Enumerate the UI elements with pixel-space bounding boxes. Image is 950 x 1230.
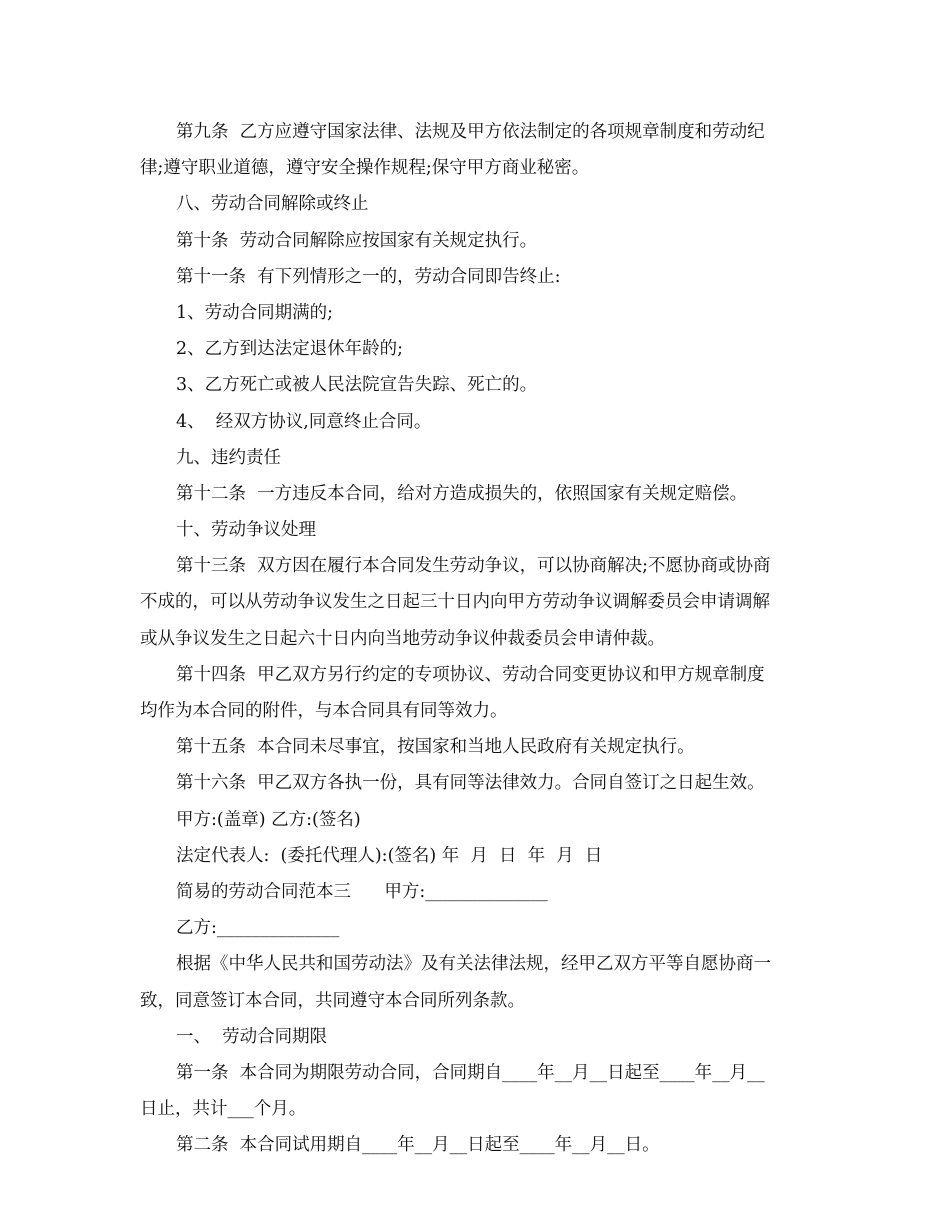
text-line: 甲方:(盖章) 乙方:(签名) <box>176 809 361 830</box>
text-line: 十、劳动争议处理 <box>176 520 316 541</box>
text-line: 1、劳动合同期满的; <box>176 302 334 323</box>
text-line: 致，同意签订本合同，共同遵守本合同所列条款。 <box>140 990 525 1011</box>
document-body <box>140 114 816 1163</box>
text-line: 第二条 本合同试用期自____年__月__日起至____年__月__日。 <box>176 1135 660 1156</box>
text-line: 九、违约责任 <box>176 447 281 468</box>
text-line: 一、 劳动合同期限 <box>176 1026 328 1047</box>
text-line: 法定代表人: (委托代理人):(签名) 年 月 日 年 月 日 <box>176 845 603 866</box>
text-line: 八、劳动合同解除或终止 <box>176 194 369 215</box>
text-line: 第十六条 甲乙双方各执一份，具有同等法律效力。合同自签订之日起生效。 <box>176 773 765 794</box>
text-line: 乙方:______________ <box>176 918 340 939</box>
text-line: 根据《中华人民共和国劳动法》及有关法律法规，经甲乙双方平等自愿协商一 <box>176 954 771 975</box>
text-line: 简易的劳动合同范本三 甲方:______________ <box>176 881 548 902</box>
text-line: 第十五条 本合同未尽事宜，按国家和当地人民政府有关规定执行。 <box>176 737 695 758</box>
text-line: 第十条 劳动合同解除应按国家有关规定执行。 <box>176 230 538 251</box>
text-line: 第十四条 甲乙双方另行约定的专项协议、劳动合同变更协议和甲方规章制度 <box>176 664 765 685</box>
text-line: 3、乙方死亡或被人民法院宣告失踪、死亡的。 <box>176 375 538 396</box>
text-line: 4、 经双方协议,同意终止合同。 <box>176 411 432 432</box>
text-line: 第一条 本合同为期限劳动合同，合同期自____年__月__日起至____年__月__ <box>176 1062 765 1083</box>
text-line: 2、乙方到达法定退休年龄的; <box>176 339 404 360</box>
text-line: 日止，共计___个月。 <box>140 1099 307 1120</box>
text-line: 第十二条 一方违反本合同，给对方造成损失的，依照国家有关规定赔偿。 <box>176 483 748 504</box>
text-line: 第十三条 双方因在履行本合同发生劳动争议，可以协商解决;不愿协商或协商 <box>176 556 771 577</box>
text-line: 不成的，可以从劳动争议发生之日起三十日内向甲方劳动争议调解委员会申请调解 <box>140 592 770 613</box>
text-line: 或从争议发生之日起六十日内向当地劳动争议仲裁委员会申请仲裁。 <box>140 628 665 649</box>
text-line: 第十一条 有下列情形之一的，劳动合同即告终止: <box>176 266 561 287</box>
text-line: 均作为本合同的附件，与本合同具有同等效力。 <box>140 701 508 721</box>
text-line: 律;遵守职业道德，遵守安全操作规程;保守甲方商业秘密。 <box>140 158 590 179</box>
text-line: 第九条 乙方应遵守国家法律、法规及甲方依法制定的各项规章制度和劳动纪 <box>176 122 765 142</box>
